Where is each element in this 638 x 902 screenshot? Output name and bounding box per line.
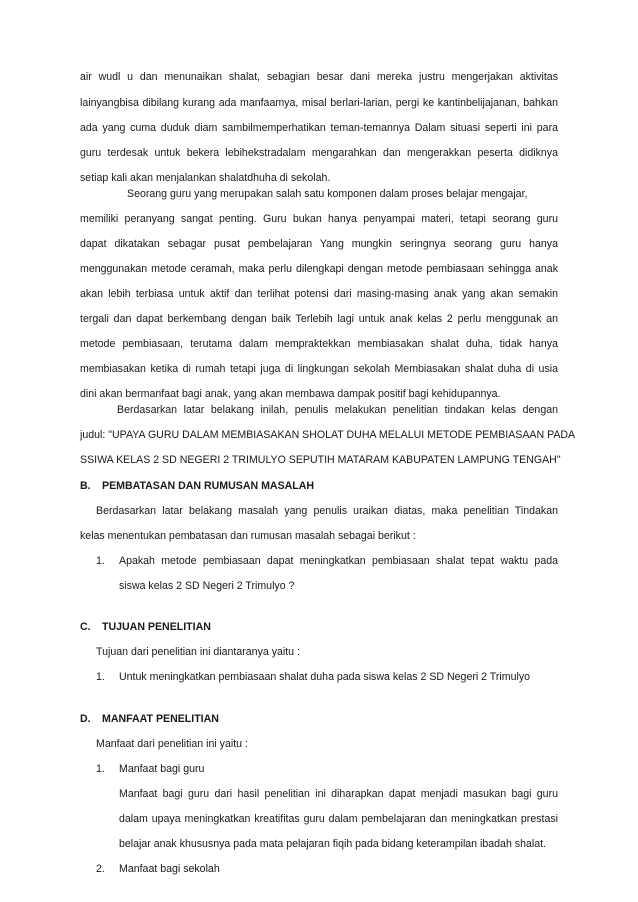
paragraph-line: membiasakan ketika di rumah tetapi juga di lingkungan sekolah Membiasakan shalat duha di usia	[80, 363, 558, 375]
section-letter: B.	[80, 480, 91, 492]
list-item-line: Untuk meningkatkan pembiasaan shalat duha pada siswa kelas 2 SD Negeri 2 Trimulyo	[119, 671, 531, 683]
paragraph-line: dini akan bermanfaat bagi anak, yang akan membawa dampak positif bagi kehidupannya.	[80, 388, 501, 400]
list-number: 2.	[96, 863, 105, 875]
paragraph-line: setiap kali akan menjalankan shalatdhuha di sekolah.	[80, 172, 331, 184]
list-number: 1.	[96, 555, 105, 567]
paragraph-line: memiliki peranyang sangat penting. Guru bukan hanya penyampai materi, tetapi seorang guru	[80, 213, 558, 225]
list-item-line: belajar anak khususnya pada mata pelajaran fiqih pada bidang keterampilan ibadah shalat.	[119, 838, 546, 850]
paragraph-line: guru terdesak untuk bekera lebihekstradalam mengarahkan dan mengerakkan peserta didiknya	[80, 147, 558, 159]
list-number: 1.	[96, 763, 105, 775]
section-heading: MANFAAT PENELITIAN	[102, 713, 219, 725]
section-heading: PEMBATASAN DAN RUMUSAN MASALAH	[102, 480, 315, 492]
paragraph-line: lainyangbisa dibilang kurang ada manfaamya, misal berlari-larian, pergi ke kantinbelijajanan, bahkan	[80, 97, 558, 109]
paragraph-line: metode pembiasaan, terutama dalam mempraktekkan membiasakan shalat duha, tidak hanya	[80, 338, 558, 350]
list-item-line: Manfaat bagi guru dari hasil penelitian ini diharapkan dapat menjadi masukan bagi guru	[119, 788, 558, 800]
paragraph-line: air wudl u dan menunaikan shalat, sebagian besar dani mereka justru mengerjakan aktivitas	[80, 71, 558, 83]
list-item-title: Manfaat bagi guru	[119, 763, 205, 775]
paragraph-line: dapat dikatakan sebagar pusat pembelajaran Yang mungkin seringnya seorang guru hanya	[80, 238, 558, 250]
list-item-title: Manfaat bagi sekolah	[119, 863, 220, 875]
paragraph-line: Berdasarkan latar belakang masalah yang penulis uraikan diatas, maka penelitian Tindakan	[96, 505, 558, 517]
section-heading: TUJUAN PENELITIAN	[102, 621, 211, 633]
paragraph-line: kelas menentukan pembatasan dan rumusan masalah sebagai berikut :	[80, 530, 416, 542]
paragraph-line: Manfaat dari penelitian ini yaitu :	[96, 738, 248, 750]
paragraph-line: Seorang guru yang merupakan salah satu komponen dalam proses belajar mengajar,	[127, 188, 528, 200]
paragraph-line: menggunakan metode ceramah, maka perlu dilengkapi dengan metode pembiasaan sehingga anak	[80, 263, 558, 275]
list-item-line: siswa kelas 2 SD Negeri 2 Trimulyo ?	[119, 580, 295, 592]
paragraph-line: akan lebih terbiasa untuk aktif dan terlihat potensi dari masing-masing anak yang akan semakin	[80, 288, 558, 300]
section-letter: C.	[80, 621, 91, 633]
list-number: 1.	[96, 671, 105, 683]
section-letter: D.	[80, 713, 91, 725]
list-item-line: dalam upaya meningkatkan kreatifitas guru dalam pembelajaran dan meningkatkan prestasi	[119, 813, 558, 825]
paragraph-line: Tujuan dari penelitian ini diantaranya yaitu :	[96, 646, 300, 658]
paragraph-line: ada yang cuma duduk diam sambilmemperhatikan teman-temannya Dalam situasi seperti ini para	[80, 122, 558, 134]
paragraph-line: tergali dan dapat berkembang dengan baik Terlebih lagi untuk anak kelas 2 perlu menggunak an	[80, 313, 558, 325]
list-item-line: Apakah metode pembiasaan dapat meningkatkan pembiasaan shalat tepat waktu pada	[119, 555, 558, 567]
paragraph-line: Berdasarkan latar belakang inilah, penulis melakukan penelitian tindakan kelas dengan	[117, 404, 558, 416]
paragraph-line: judul: "UPAYA GURU DALAM MEMBIASAKAN SHOLAT DUHA MELALUI METODE PEMBIASAAN PADA	[80, 429, 576, 441]
paragraph-line: SSIWA KELAS 2 SD NEGERI 2 TRIMULYO SEPUTIH MATARAM KABUPATEN LAMPUNG TENGAH"	[80, 454, 561, 466]
